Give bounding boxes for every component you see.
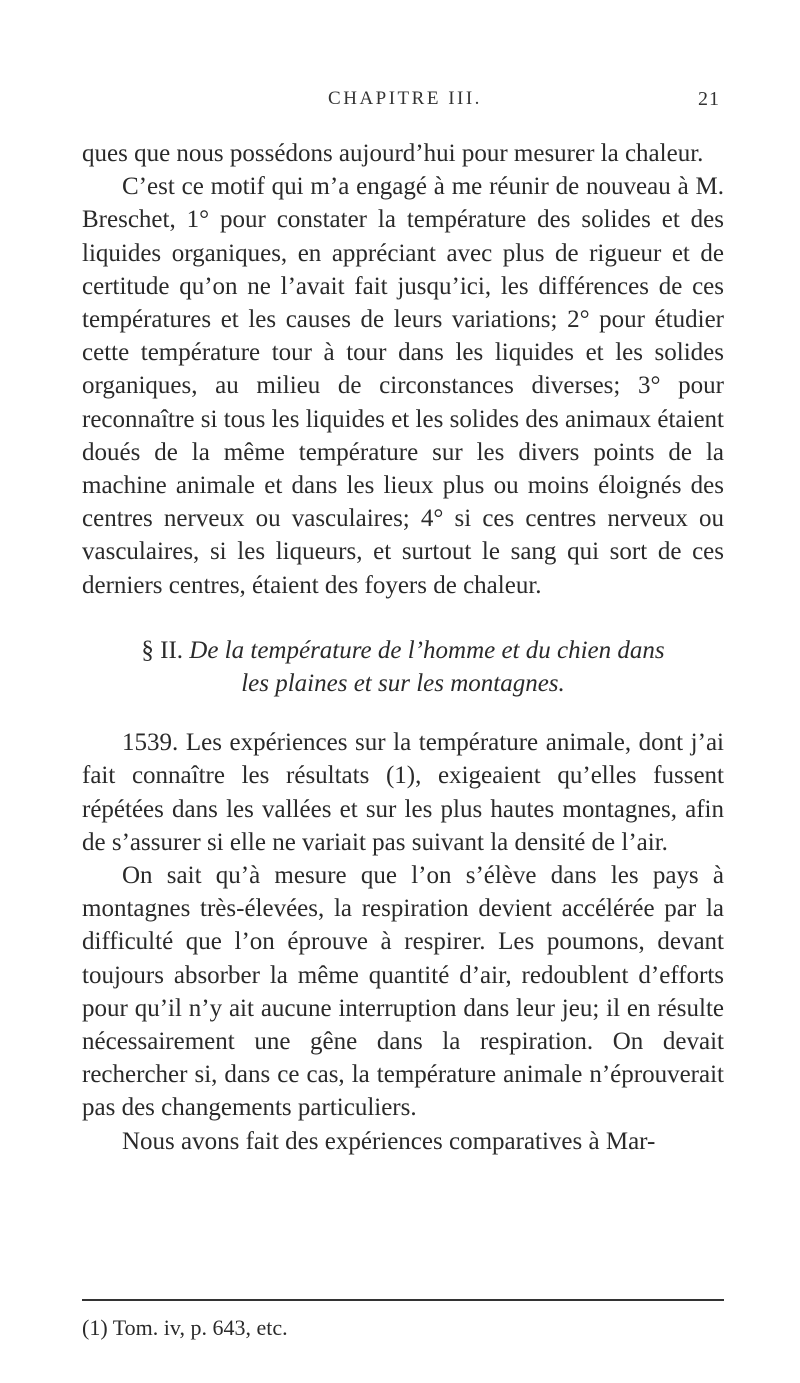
footnote: (1) Tom. iv, p. 643, etc. bbox=[82, 1315, 288, 1340]
section-title-part-1: De la température de l’homme et du chien dans bbox=[189, 636, 665, 664]
paragraph-comparatives: Nous avons fait des expériences comparatives à Mar- bbox=[122, 1127, 656, 1155]
page-number: 21 bbox=[698, 88, 720, 110]
footnote-divider bbox=[82, 1299, 724, 1301]
paragraph-continued: ques que nous possédons aujourd’hui pour mesurer la chaleur. bbox=[82, 140, 704, 167]
section-heading bbox=[82, 634, 724, 700]
chapter-title: CHAPITRE III. bbox=[328, 88, 482, 109]
paragraph-1539: 1539. Les expériences sur la température animale, dont j’ai fait connaître les résultats (1), exigeaient qu’elles fussent répétées dans les vallées et sur les plus hautes montagnes, afin de s’assurer si elle ne variait pas suivant la densité de l’air. bbox=[82, 729, 724, 856]
running-head bbox=[90, 88, 720, 118]
section-mark: § II. bbox=[141, 636, 184, 664]
paragraph-motif: C’est ce motif qui m’a engagé à me réunir de nouveau à M. Breschet, 1° pour constater la température des solides et des liquides organiques, en appréciant avec plus de rigueur et de certitude qu’on ne l’avait fait jusqu’ici, les différences de ces températures et les causes de leurs variations; 2° pour étudier cette température tour à tour dans les liquides et les solides organiques, au milieu de circonstances diverses; 3° pour reconnaître si tous les liquides et les solides des animaux étaient doués de la même température sur les divers points de la machine animale et dans les lieux plus ou moins éloignés des centres nerveux ou vasculaires; 4° si ces centres nerveux ou vasculaires, si les liqueurs, et surtout le sang qui sort de ces derniers centres, étaient des foyers de chaleur. bbox=[82, 173, 724, 599]
body-text bbox=[82, 137, 724, 1158]
section-title-part-2: les plaines et sur les montagnes. bbox=[241, 670, 565, 698]
section-heading-line-1 bbox=[82, 634, 724, 667]
paragraph-respiration: On sait qu’à mesure que l’on s’élève dans les pays à montagnes très-élevées, la respiration devient accélérée par la difficulté que l’on éprouve à respirer. Les poumons, devant toujours absorber la même quantité d’air, redoublent d’efforts pour qu’il n’y ait aucune interruption dans leur jeu; il en résulte nécessairement une gêne dans la respiration. On devait rechercher si, dans ce cas, la température animale n’éprouverait pas des changements particuliers. bbox=[82, 862, 724, 1122]
